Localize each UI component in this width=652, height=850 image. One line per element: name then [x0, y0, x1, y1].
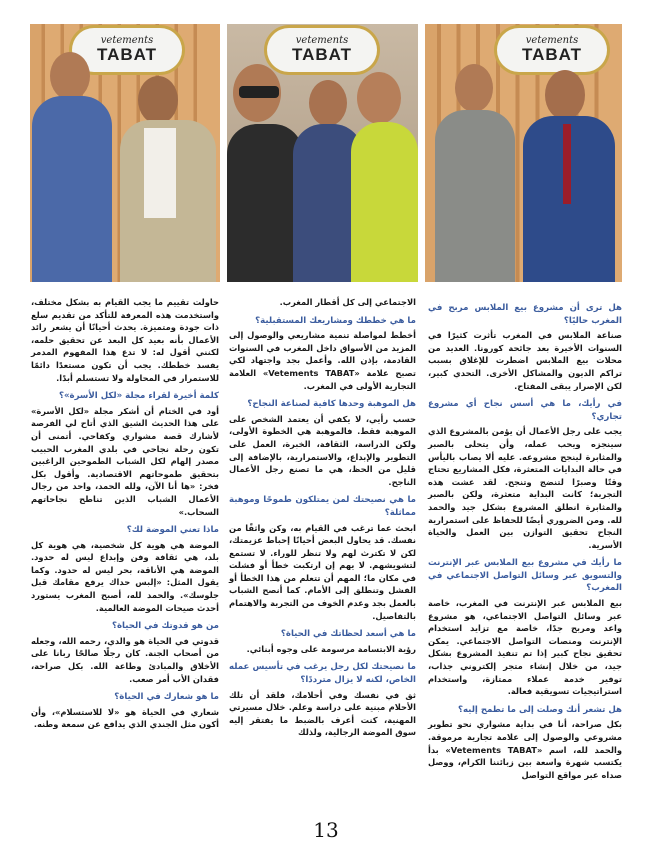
store-logo: vetements TABAT: [267, 28, 377, 72]
answer-paragraph: حاولت تقييم ما يجب القيام به بشكل مختلف، واستخدمت هذه المعرفة للتأكد من تقديم سلع ذات جودة ومتميزة. يحدث أحيانًا أن يشعر رائد الأعمال بأنه بعيد كل البعد عن تحقيق حلمه، لكنني أقول له: لا تدع هذا المفهوم المدمر يفسد خططك. يجب أن تكون مستعدًا دائمًا للاستمرار في المحاولة ولا تستسلم أبدًا.: [31, 297, 219, 383]
person-head: [138, 76, 178, 124]
store-logo: vetements TABAT: [72, 28, 182, 72]
question-heading: ماذا تعني الموضة لك؟: [126, 525, 219, 536]
answer-paragraph: شعاري في الحياة هو «لا للاستسلام»، وأن أكون مثل الجندي الذي يدافع عن سمعة وطنه.: [31, 706, 219, 730]
answer-paragraph: يجب على رجل الأعمال أن يؤمن بالمشروع الذي سينجزه ويحب عمله، وأن يتحلى بالصبر والمثابرة لينجح مشروعه. عليه ألا يصاب باليأس في حالة البدايات المتعثرة، فكل المشاريع تحتاج وقتًا وصبرًا لتنضج وتنجح. لقد عشت هذه التجربة؛ كانت البداية متعثرة، ولكن بالصبر والمثابرة انطلق المشروع بشكل جيد والحمد لله. ومن الضروري أيضًا للحفاظ على استمرارية النجاح تحقيق التوازن بين العمل والحياة الأسرية.: [428, 426, 622, 550]
person-head: [309, 80, 347, 126]
photo-handshake: [30, 24, 220, 282]
person-head: [455, 64, 493, 112]
answer-paragraph: الموضة هي هوية كل شخصية، هي هوية كل بلد، هي ثقافة وفن وإبداع ليس له حدود. الموضة هي الأناقة، بحر ليس له حدود. وكما يقول المثل: «إلبس حداك يرفع مقامك قبل جلوسك». والحمد لله، أصبح المغرب يستورد أحدث صيحات الموضة العالمية.: [31, 539, 219, 613]
column-right: [428, 296, 622, 783]
answer-paragraph: قدوتي في الحياة هو والدي، رحمه الله، وجعله من أصحاب الجنة. كان رجلًا صالحًا ربانا على الأخلاق والمبادئ وطاعة الله. بكل صراحة، فقدان الأب أمر صعب.: [31, 635, 219, 684]
photo-duo: [425, 24, 622, 282]
answer-paragraph: ابحث عما ترغب في القيام به، وكن واثقًا من نفسك. قد يحاول البعض أحيانًا إحباط عزيمتك، لكن لا تكترث لهم ولا تنظر للوراء. لا تستمع لتشويشهم. لا يهم إن ارتكبت خطأ أو فشلت في مكان ما؛ المهم أن تتعلم من هذا الخطأ أو الفشل وتنطلق إلى الأمام. كما أنصح الشباب بالعمل بجد وعدم الخوف من التجربة والاهتمام بالتفاصيل.: [229, 522, 416, 621]
question-heading: كلمة أخيرة لقراء مجلة «لكل الأسرة»؟: [58, 391, 219, 402]
question-heading: ما هي نصيحتك لمن يمتلكون طموحًا وموهبة مماثلة؟: [229, 495, 416, 518]
question-heading: ما هو شعارك في الحياة؟: [114, 692, 219, 703]
question-heading: من هو قدوتك في الحياة؟: [111, 621, 219, 632]
glasses: [239, 86, 279, 98]
question-heading: في رأيك، ما هي أسس نجاح أي مشروع تجاري؟: [428, 399, 622, 422]
answer-paragraph: صناعة الملابس في المغرب تأثرت كثيرًا في السنوات الأخيرة بعد جائحة كورونا. العديد من محلات بيع الملابس اضطرت للإغلاق بسبب تراكم الديون والمشاكل الأخرى. التحدي كبير، لكن الإصرار يبقى المفتاح.: [428, 330, 622, 391]
answer-paragraph: ثق في نفسك وفي أحلامك، فلقد أن تلك الأحلام مبنية على دراسة وعلم. خلال مسيرتي المهنية، كنت أعرف بالضبط ما يفتقر إليه سوق الموضة الرجالية، ولذلك: [229, 689, 416, 738]
column-middle: [229, 296, 416, 741]
shirt: [144, 128, 176, 218]
person-body: [351, 122, 418, 282]
store-logo: vetements TABAT: [497, 28, 607, 72]
person-head: [545, 70, 585, 120]
answer-paragraph: حسب رأيي، لا يكفي أن يعتمد الشخص على الموهبة فقط. فالموهبة هي الخطوة الأولى، ولكن الدراسة، الثقافة، الخبرة، العمل على التطوير والإبداع، والاستمرارية، بالإضافة إلى قليل من الحظ، هي ما تصنع رجل الأعمال الناجح.: [229, 413, 416, 487]
person-body: [227, 124, 303, 282]
question-heading: هل الموهبة وحدها كافية لصناعة النجاح؟: [247, 399, 416, 410]
person-head: [50, 52, 90, 100]
answer-paragraph: أخطط لمواصلة تنمية مشاريعي والوصول إلى المزيد من الأسواق داخل المغرب في السنوات القادمة، بإذن الله. وأعمل بجد واجتهاد لكي تصبح علامة «Vetements TABAT» العلامة التجارية الأولى في المغرب.: [229, 330, 417, 391]
question-heading: هل ترى أن مشروع بيع الملابس مربح في المغرب حاليًا؟: [428, 303, 622, 326]
answer-paragraph: بيع الملابس عبر الإنترنت في المغرب، خاصة عبر وسائل التواصل الاجتماعي، هو مشروع واعد ومربح جدًا، خاصة مع تزايد استخدام الإنترنت ومنصات التواصل الاجتماعي. يمكن تحقيق نجاح كبير إذا تم تنفيذ المشروع بشكل جيد، من خلال إنشاء متجر إلكتروني جذاب، توفير خدمة عملاء ممتازة، واستخدام استراتيجيات تسويقية فعالة.: [428, 598, 622, 697]
question-heading: ما نصيحتك لكل رجل يرغب في تأسيس عمله الخاص، لكنه لا يزال مترددًا؟: [229, 662, 416, 686]
answer-paragraph: أود في الختام أن أشكر مجلة «لكل الأسرة» على هذا الحديث الشيق الذي أتاح لي الفرصة لأشارك قصة مشواري وكفاحي. أتمنى أن تكون رحلة نجاحي في بلدي المغرب الحبيب مصدر إلهام لكل الشباب الطموحين الراغبين بتحقيق طموحاتهم الاقتصادية. وأقول بكل فخر: «ها أنا الآن، ولله الحمد، واحد من رجال الأعمال الشباب الذين تناطح نجاحاتهم السحاب.»: [31, 405, 219, 517]
question-heading: هل تشعر أنك وصلت إلى ما تطمح إليه؟: [457, 704, 622, 715]
question-heading: ما هي خططك ومشاريعك المستقبلية؟: [255, 315, 416, 326]
answer-paragraph: الاجتماعي إلى كل أقطار المغرب.: [279, 297, 416, 307]
person-body: [435, 110, 515, 282]
question-heading: ما هي أسعد لحظاتك في الحياة؟: [280, 629, 416, 640]
answer-paragraph: بكل صراحة، أنا في بداية مشواري نحو تطوير مشروعي والوصول إلى علامة تجارية مرموقة. والحمد لله، اسم «Vetements TABAT» بدأ يكتسب شهرة واسعة بين زبائننا الكرام، ووصل صداه عبر مواقع التواصل: [428, 719, 622, 780]
person-body: [32, 96, 112, 282]
answer-paragraph: رؤية الابتسامة مرسومة على وجوه أبنائي.: [246, 643, 416, 654]
page-number: 13: [313, 818, 339, 842]
column-left: [31, 296, 219, 733]
tie: [563, 124, 571, 204]
person-head: [357, 72, 401, 124]
photo-group: [227, 24, 418, 282]
question-heading: ما رأيك في مشروع بيع الملابس عبر الإنترنت والتسويق عبر وسائل التواصل الاجتماعي في المغرب؟: [428, 558, 622, 594]
photo-strip: [30, 24, 622, 282]
